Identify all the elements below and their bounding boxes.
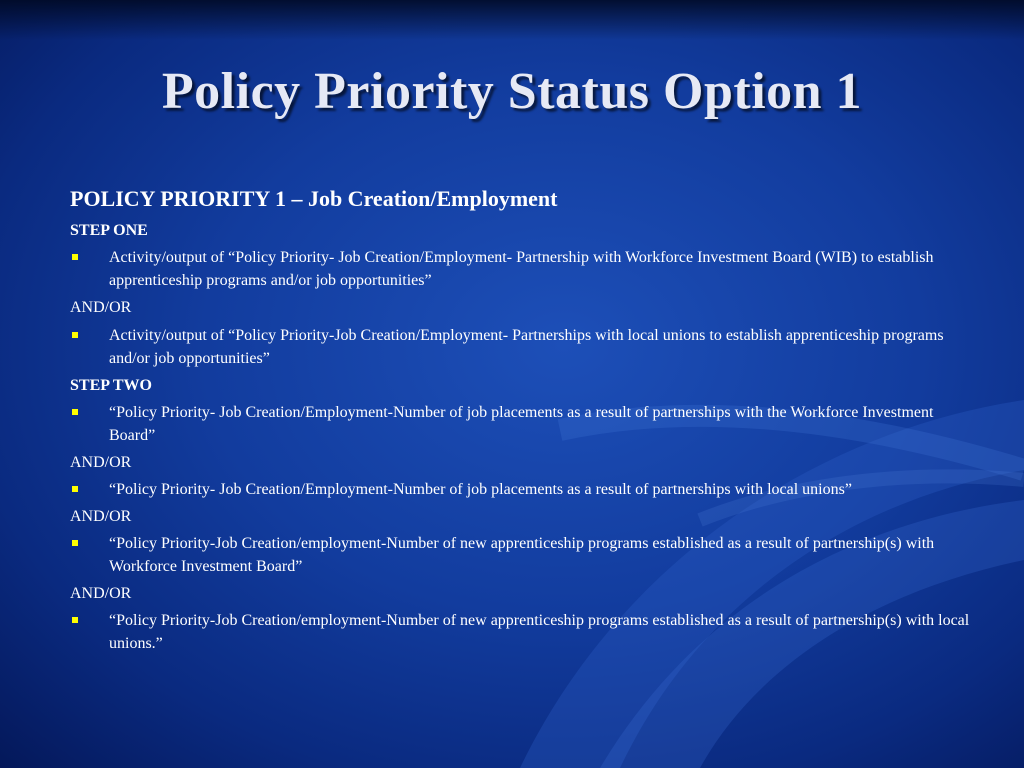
square-bullet-icon [72,617,78,623]
list-item [70,532,980,578]
list-item-text: “Policy Priority- Job Creation/Employment-Number of job placements as a result of partnerships with local unions” [109,481,852,499]
list-item [70,246,980,292]
and-or-separator: AND/OR [70,453,132,471]
square-bullet-icon [72,332,78,338]
slide-title: Policy Priority Status Option 1 [161,63,863,120]
and-or-separator: AND/OR [70,585,132,603]
policy-priority-heading: POLICY PRIORITY 1 – Job Creation/Employment [70,186,558,211]
square-bullet-icon [72,540,78,546]
list-item-text: “Policy Priority-Job Creation/employment-Number of new apprenticeship programs established as a result of partnership(s) with local unions.” [109,612,970,653]
step-two-label: STEP TWO [70,376,152,394]
and-or-separator: AND/OR [70,508,132,526]
list-item-text: Activity/output of “Policy Priority- Job Creation/Employment- Partnership with Workforce Investment Board (WIB) to establish apprenticeship programs and/or job opportunities” [109,249,934,290]
list-item-text: Activity/output of “Policy Priority-Job Creation/Employment- Partnerships with local unions to establish apprenticeship programs and/or job opportunities” [109,326,944,367]
list-item [70,324,980,370]
list-item-text: “Policy Priority- Job Creation/Employment-Number of job placements as a result of partnerships with the Workforce Investment Board” [109,403,934,444]
list-item [70,609,980,655]
square-bullet-icon [72,486,78,492]
and-or-separator: AND/OR [70,299,132,317]
step-one-label: STEP ONE [70,222,148,240]
list-item [70,478,980,501]
slide-content [70,186,980,661]
list-item [70,401,980,447]
list-item-text: “Policy Priority-Job Creation/employment-Number of new apprenticeship programs established as a result of partnership(s) with Workforce Investment Board” [109,535,935,576]
square-bullet-icon [72,254,78,260]
square-bullet-icon [72,409,78,415]
